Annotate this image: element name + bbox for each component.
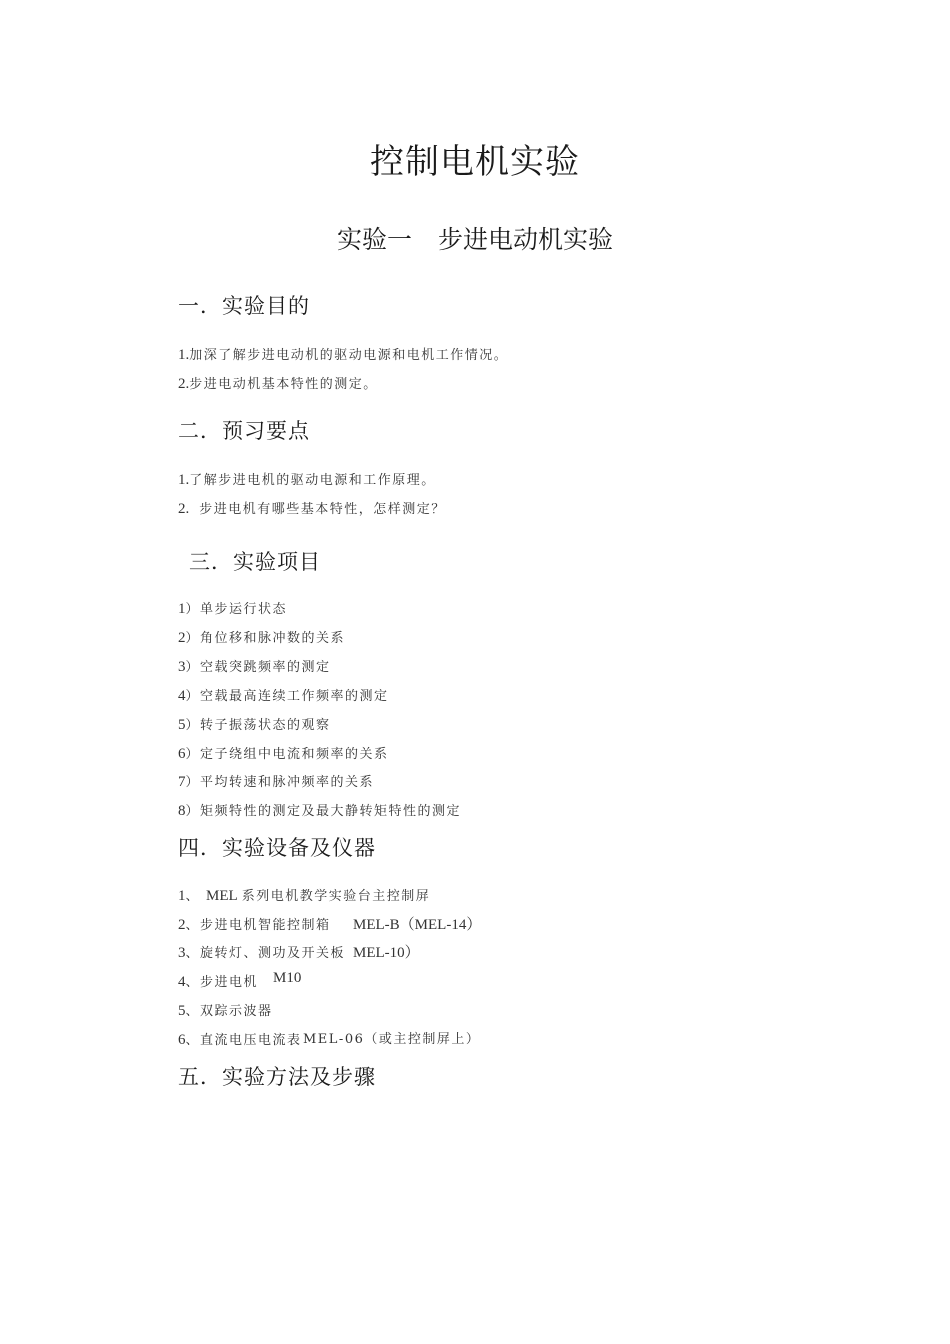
item-number: 7 xyxy=(178,774,186,790)
experiment-subtitle xyxy=(0,220,950,256)
item-text: 、步进电机智能控制箱 xyxy=(185,918,331,933)
section-heading-method: 五．实验方法及步骤 xyxy=(178,1065,376,1089)
item-tag: MEL xyxy=(206,888,238,904)
list-item xyxy=(178,885,430,905)
item-number: 6 xyxy=(178,746,186,762)
item-text: 系列电机教学实验台主控制屏 xyxy=(241,889,431,904)
item-number: 3 xyxy=(178,945,186,961)
list-item xyxy=(178,469,436,489)
subtitle-experiment-name: 步进电动机实验 xyxy=(438,225,614,254)
list-item xyxy=(178,627,345,647)
item-number: 4 xyxy=(178,974,186,990)
item-number: 8 xyxy=(178,803,186,819)
item-number: 5 xyxy=(178,717,186,733)
list-item xyxy=(178,771,374,791)
item-number: 1 xyxy=(178,601,186,617)
item-text: 步进电动机基本特性的测定。 xyxy=(189,377,378,392)
item-separator: 、 xyxy=(185,889,201,904)
item-model: M10 xyxy=(273,970,302,986)
list-item xyxy=(178,971,258,991)
item-number: 4 xyxy=(178,688,186,704)
item-number: 3 xyxy=(178,659,186,675)
list-item xyxy=(178,1000,273,1020)
item-number: 2. xyxy=(178,501,190,517)
item-number: 1. xyxy=(178,472,190,488)
list-item xyxy=(178,656,331,676)
item-number: 2 xyxy=(178,630,186,646)
list-item xyxy=(178,800,461,820)
item-model: MEL-06（或主控制屏上） xyxy=(303,1032,481,1047)
list-item xyxy=(178,743,389,763)
list-item xyxy=(178,1029,302,1049)
item-text: ）空载突跳频率的测定 xyxy=(185,660,331,675)
section-heading-items: 三．实验项目 xyxy=(189,550,321,574)
item-text: ）平均转速和脉冲频率的关系 xyxy=(185,775,375,790)
item-text: ）定子绕组中电流和频率的关系 xyxy=(185,747,389,762)
item-text: ）单步运行状态 xyxy=(185,602,288,617)
item-model: MEL-10） xyxy=(353,945,420,961)
list-item xyxy=(178,942,345,962)
item-number: 1 xyxy=(178,888,186,904)
item-number: 2 xyxy=(178,917,186,933)
list-item xyxy=(178,598,287,618)
list-item xyxy=(178,373,378,393)
list-item xyxy=(178,498,446,518)
item-number: 5 xyxy=(178,1003,186,1019)
section-heading-objectives: 一．实验目的 xyxy=(178,294,310,318)
item-text: 步进电机有哪些基本特性，怎样测定？ xyxy=(199,502,446,517)
list-item xyxy=(178,714,331,734)
item-text: 加深了解步进电动机的驱动电源和电机工作情况。 xyxy=(189,348,509,363)
list-item xyxy=(178,914,331,934)
item-text: ）转子振荡状态的观察 xyxy=(185,718,331,733)
item-number: 2. xyxy=(178,376,190,392)
list-item xyxy=(178,685,389,705)
document-title: 控制电机实验 xyxy=(370,142,580,182)
item-text: ）空载最高连续工作频率的测定 xyxy=(185,689,389,704)
item-text: 了解步进电机的驱动电源和工作原理。 xyxy=(189,473,436,488)
item-model: MEL-B（MEL-14） xyxy=(353,917,482,933)
subtitle-experiment-number: 实验一 xyxy=(336,225,412,254)
section-heading-preview: 二．预习要点 xyxy=(178,419,310,443)
list-item xyxy=(178,344,508,364)
item-text: 、直流电压电流表 xyxy=(185,1033,302,1048)
item-text: 、步进电机 xyxy=(185,975,259,990)
item-number: 1. xyxy=(178,347,190,363)
item-number: 6 xyxy=(178,1032,186,1048)
section-heading-equipment: 四．实验设备及仪器 xyxy=(178,836,376,860)
item-text: 、旋转灯、测功及开关板 xyxy=(185,946,346,961)
item-text: 、双踪示波器 xyxy=(185,1004,273,1019)
item-text: ）角位移和脉冲数的关系 xyxy=(185,631,346,646)
item-text: ）矩频特性的测定及最大静转矩特性的测定 xyxy=(185,804,462,819)
